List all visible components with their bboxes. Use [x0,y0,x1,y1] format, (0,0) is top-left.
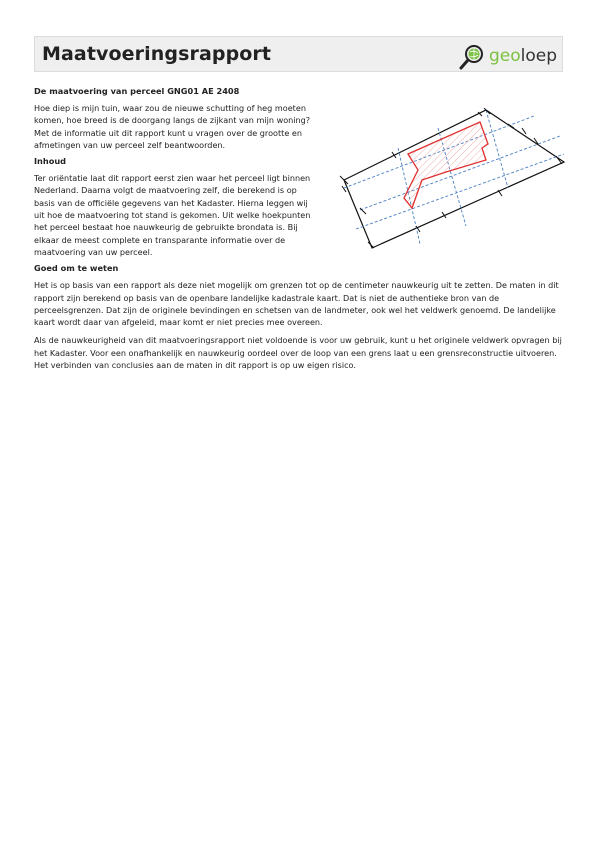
parcel-measurement-illustration [338,108,566,250]
geoloep-logo [459,45,557,73]
report-subtitle: De maatvoering van perceel GNG01 AE 2408 [34,86,240,96]
inhoud-paragraph: Ter oriëntatie laat dit rapport eerst zien waar het perceel ligt binnen Nederland. Daarna volgt de maatvoering zelf, die berekend is op basis van de officiële gegevens van het Kadaster. Hierna leggen wij uit hoe de maatvoering tot stand is gekomen. Uit welke hoekpunten het perceel bestaat hoe nauwkeurig de gebruikte brondata is. Bij elkaar de meest complete en transparante informatie over de maatvoering van uw perceel. [34,173,311,257]
outer-parcel-outline [344,110,564,248]
report-header [34,36,563,72]
inhoud-heading: Inhoud [34,156,67,167]
goed-om-te-weten-heading: Goed om te weten [34,263,119,274]
logo-wordmark-rest: loep [520,46,558,66]
page-title: Maatvoeringsrapport [42,43,272,65]
intro-paragraph: Hoe diep is mijn tuin, waar zou de nieuwe schutting of heg moeten komen, hoe breed is de doorgang langs de zijkant van mijn woning? Met de informatie uit dit rapport kunt u vragen over de grootte en afmetingen van uw perceel zelf beantwoorden. [34,103,311,150]
magnifier-globe-icon [459,43,485,75]
logo-wordmark-accent: geo [489,46,521,66]
goed-om-te-weten-paragraph-1: Het is op basis van een rapport als deze niet mogelijk om grenzen tot op de centimeter nauwkeurig uit te zetten. De maten in dit rapport zijn berekend op basis van de openbare landelijke kadastrale kaart. Dat is niet de authentieke bron van de perceelsgrenzen. Dat zijn de originele bevindingen en schetsen van de landmeter, ook wel het veldwerk genoemd. De landelijke kaart wordt daar van afgeleid, maar komt er niet precies mee overeen. [34,280,559,328]
parcel-outline [404,122,488,208]
goed-om-te-weten-paragraph-2: Als de nauwkeurigheid van dit maatvoeringsrapport niet voldoende is voor uw gebruik, kunt u het originele veldwerk opvragen bij het Kadaster. Voor een onafhankelijk en nauwkeurig oordeel over de loop van een grens laat u een grensreconstructie uitvoeren. Het verbinden van conclusies aan de maten in dit rapport is op uw eigen risico. [34,335,562,371]
logo-wordmark [489,46,557,66]
